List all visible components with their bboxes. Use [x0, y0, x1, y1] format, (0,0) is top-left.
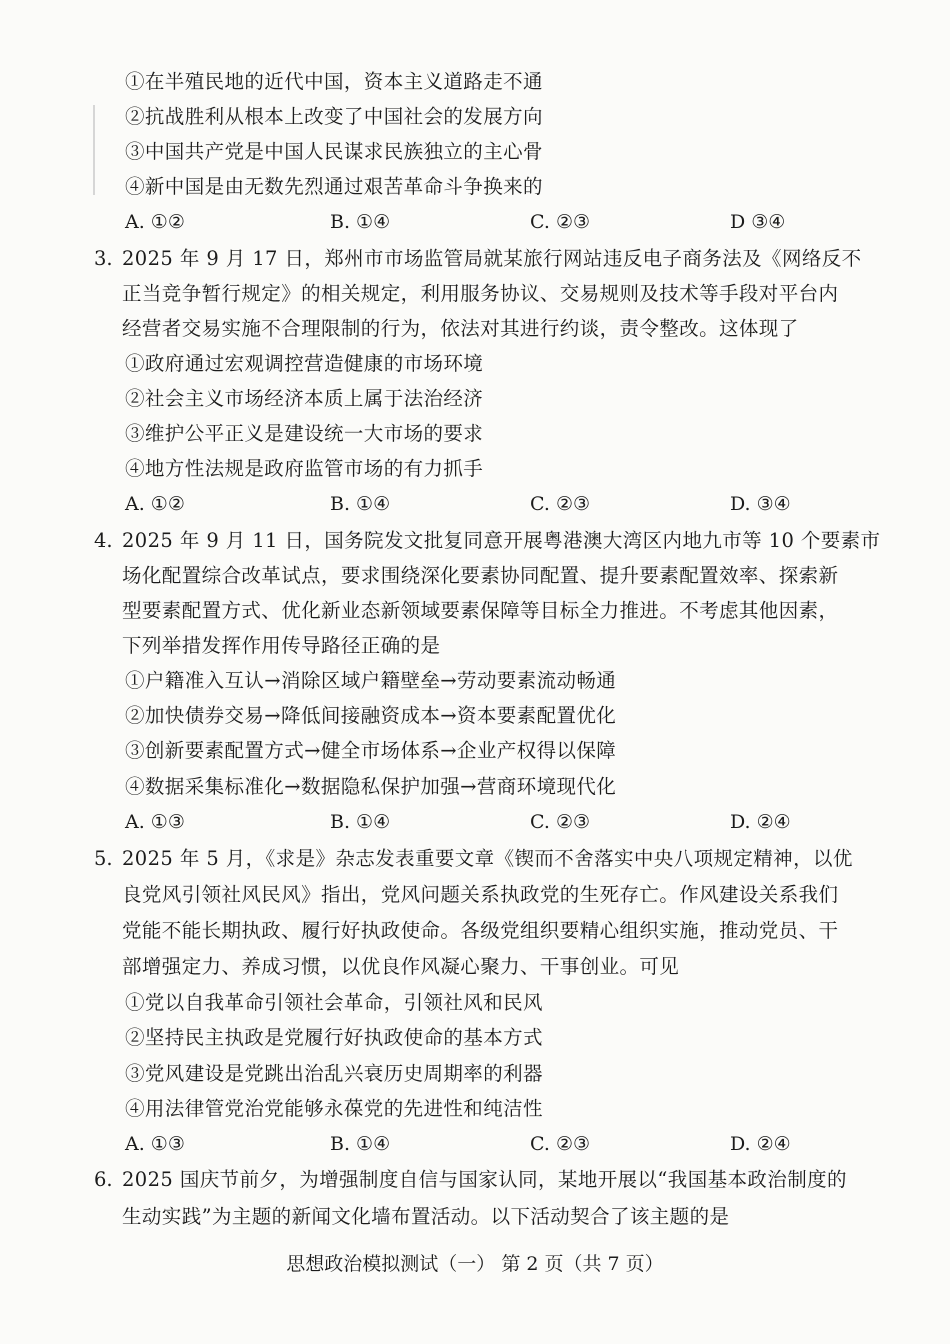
- q2-option-a: A. ①②: [125, 211, 185, 233]
- q5-option-d: D. ②④: [730, 1133, 791, 1155]
- q4-number: 4.: [94, 529, 113, 552]
- q2-option-d: D ③④: [730, 211, 786, 233]
- q4-option-d: D. ②④: [730, 811, 791, 833]
- q4-item-4: ④数据采集标准化→数据隐私保护加强→营商环境现代化: [125, 775, 617, 798]
- q5-number: 5.: [94, 847, 113, 870]
- q6-stem-line-2: 生动实践”为主题的新闻文化墙布置活动。以下活动契合了该主题的是: [122, 1205, 730, 1228]
- q4-item-1: ①户籍准入互认→消除区域户籍壁垒→劳动要素流动畅通: [125, 669, 617, 692]
- q3-option-b: B. ①④: [330, 493, 391, 515]
- q5-stem-line-4: 部增强定力、养成习惯，以优良作风凝心聚力、干事创业。可见: [122, 955, 680, 978]
- q3-item-2: ②社会主义市场经济本质上属于法治经济: [125, 387, 484, 410]
- q2-option-c: C. ②③: [530, 211, 591, 233]
- q5-stem-line-2: 良党风引领社风民风》指出，党风问题关系执政党的生死存亡。作风建设关系我们: [122, 883, 839, 906]
- q3-item-4: ④地方性法规是政府监管市场的有力抓手: [125, 457, 484, 480]
- q3-option-c: C. ②③: [530, 493, 591, 515]
- q4-stem-line-3: 型要素配置方式、优化新业态新领域要素保障等目标全力推进。不考虑其他因素，: [122, 599, 839, 622]
- q3-option-a: A. ①②: [125, 493, 185, 515]
- q5-option-a: A. ①③: [125, 1133, 185, 1155]
- q5-stem-line-3: 党能不能长期执政、履行好执政使命。各级党组织要精心组织实施，推动党员、干: [122, 919, 839, 942]
- q5-item-3: ③党风建设是党跳出治乱兴衰历史周期率的利器: [125, 1062, 543, 1085]
- q4-stem-line-4: 下列举措发挥作用传导路径正确的是: [122, 634, 441, 657]
- q2-item-2: ②抗战胜利从根本上改变了中国社会的发展方向: [125, 105, 543, 128]
- q3-stem-line-1: 2025 年 9 月 17 日，郑州市市场监管局就某旅行网站违反电子商务法及《网络反不: [122, 247, 862, 270]
- q4-option-b: B. ①④: [330, 811, 391, 833]
- q4-option-c: C. ②③: [530, 811, 591, 833]
- q4-item-3: ③创新要素配置方式→健全市场体系→企业产权得以保障: [125, 739, 617, 762]
- q4-options: [125, 808, 825, 836]
- scan-margin-mark: [93, 105, 95, 195]
- q5-item-4: ④用法律管党治党能够永葆党的先进性和纯洁性: [125, 1097, 543, 1120]
- q3-stem-line-3: 经营者交易实施不合理限制的行为，依法对其进行约谈，责令整改。这体现了: [122, 317, 799, 340]
- q3-option-d: D. ③④: [730, 493, 791, 515]
- q5-item-1: ①党以自我革命引领社会革命，引领社风和民风: [125, 991, 543, 1014]
- q5-stem-line-1: 2025 年 5 月，《求是》杂志发表重要文章《锲而不舍落实中央八项规定精神，以优: [122, 847, 853, 870]
- q5-item-2: ②坚持民主执政是党履行好执政使命的基本方式: [125, 1026, 543, 1049]
- page-footer: 思想政治模拟测试（一） 第 2 页（共 7 页）: [286, 1253, 664, 1275]
- q6-number: 6.: [94, 1168, 113, 1191]
- q2-item-3: ③中国共产党是中国人民谋求民族独立的主心骨: [125, 140, 543, 163]
- q6-stem-line-1: 2025 国庆节前夕，为增强制度自信与国家认同，某地开展以“我国基本政治制度的: [122, 1168, 847, 1191]
- q5-options: [125, 1130, 825, 1158]
- q2-item-4: ④新中国是由无数先烈通过艰苦革命斗争换来的: [125, 175, 543, 198]
- q3-item-3: ③维护公平正义是建设统一大市场的要求: [125, 422, 484, 445]
- q4-option-a: A. ①③: [125, 811, 185, 833]
- q5-option-c: C. ②③: [530, 1133, 591, 1155]
- q2-options: [125, 208, 825, 236]
- q3-stem-line-2: 正当竞争暂行规定》的相关规定，利用服务协议、交易规则及技术等手段对平台内: [122, 282, 839, 305]
- q4-item-2: ②加快债券交易→降低间接融资成本→资本要素配置优化: [125, 704, 617, 727]
- q5-option-b: B. ①④: [330, 1133, 391, 1155]
- q2-item-1: ①在半殖民地的近代中国，资本主义道路走不通: [125, 70, 543, 93]
- q4-stem-line-2: 场化配置综合改革试点，要求围绕深化要素协同配置、提升要素配置效率、探索新: [122, 564, 839, 587]
- q4-stem-line-1: 2025 年 9 月 11 日，国务院发文批复同意开展粤港澳大湾区内地九市等 10 个要素市: [122, 529, 881, 552]
- q2-option-b: B. ①④: [330, 211, 391, 233]
- q3-number: 3.: [94, 247, 113, 270]
- q3-item-1: ①政府通过宏观调控营造健康的市场环境: [125, 352, 484, 375]
- q3-options: [125, 490, 825, 518]
